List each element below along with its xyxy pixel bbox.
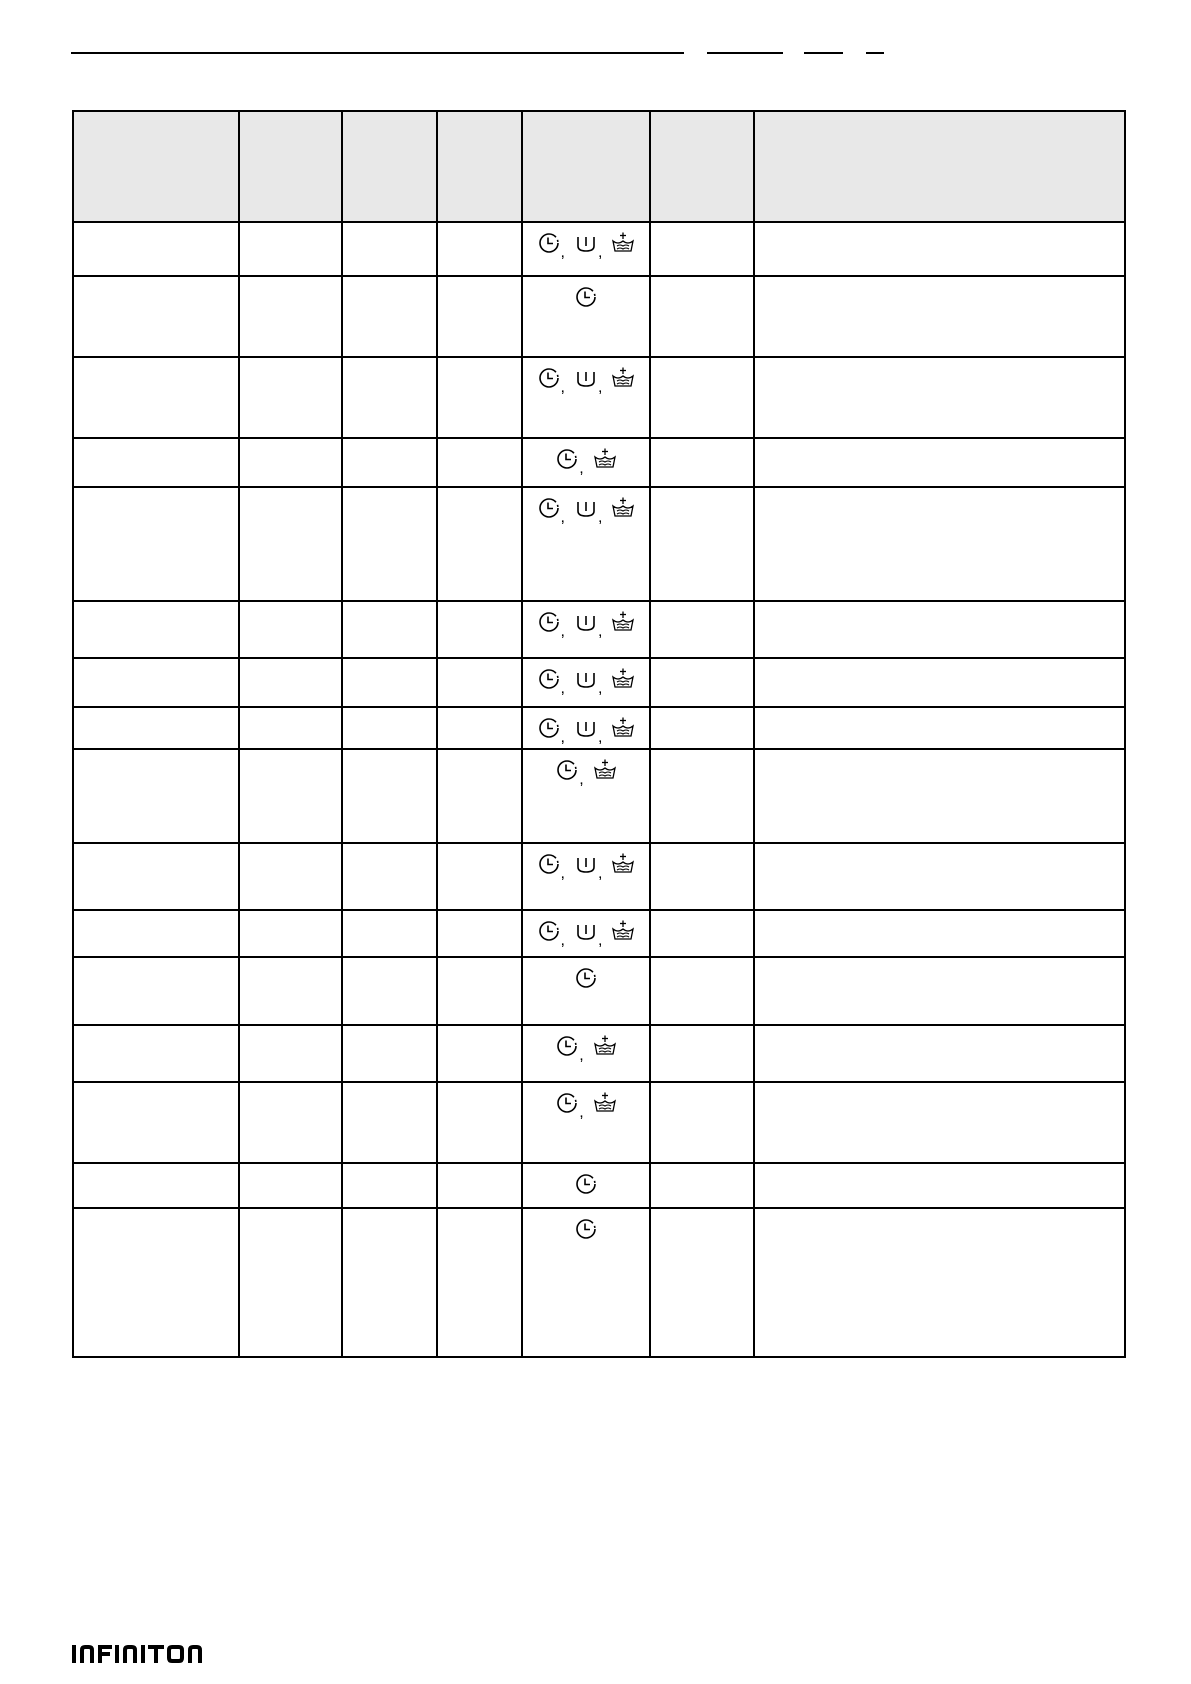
icon-separator: , [560, 244, 565, 261]
options-icon-group [537, 610, 636, 640]
table-row [73, 957, 1125, 1025]
table-cell [754, 1208, 1125, 1357]
table-cell [342, 438, 437, 487]
table-row [73, 707, 1125, 749]
prewash-icon [574, 667, 598, 691]
icon-separator: , [560, 865, 565, 882]
table-cell [73, 222, 239, 276]
table-cell [754, 1025, 1125, 1082]
table-cell [342, 707, 437, 749]
table-cell [754, 357, 1125, 438]
header-cell [754, 111, 1125, 222]
timer-icon [555, 1034, 579, 1058]
icon-separator: , [598, 865, 603, 882]
options-icon-group [555, 447, 616, 477]
table-cell [437, 1208, 522, 1357]
infiniton-logo [72, 1643, 210, 1665]
options-icon-group [574, 285, 598, 309]
table-cell [754, 222, 1125, 276]
icon-separator: , [560, 680, 565, 697]
prewash-icon [574, 231, 598, 255]
table-cell [239, 957, 342, 1025]
table-row [73, 749, 1125, 843]
timer-icon [555, 758, 579, 782]
table-cell [754, 438, 1125, 487]
intensive-icon [611, 667, 635, 691]
options-icons-cell [522, 843, 650, 910]
table-cell [650, 1025, 754, 1082]
table-cell [239, 910, 342, 957]
table-cell [754, 749, 1125, 843]
options-icons-cell [522, 749, 650, 843]
table-cell [437, 601, 522, 658]
table-cell [754, 707, 1125, 749]
header-rule-main [71, 52, 684, 54]
intensive-icon [593, 447, 617, 471]
header-cell [437, 111, 522, 222]
header-rule-3 [804, 52, 843, 54]
timer-icon [574, 966, 598, 990]
timer-icon [537, 919, 561, 943]
table-cell [239, 357, 342, 438]
icon-separator: , [598, 729, 603, 746]
table-cell [437, 357, 522, 438]
options-icon-group [537, 231, 636, 261]
options-icons-cell [522, 222, 650, 276]
table-cell [239, 1208, 342, 1357]
table-cell [650, 749, 754, 843]
options-icons-cell [522, 707, 650, 749]
table-row [73, 1163, 1125, 1208]
timer-icon [574, 285, 598, 309]
table-cell [239, 276, 342, 357]
table-cell [650, 357, 754, 438]
table-cell [342, 487, 437, 601]
table-row [73, 1082, 1125, 1163]
table-cell [754, 601, 1125, 658]
prewash-icon [574, 496, 598, 520]
table-cell [73, 1025, 239, 1082]
table-cell [73, 1082, 239, 1163]
options-icons-cell [522, 357, 650, 438]
table-row [73, 222, 1125, 276]
table-cell [650, 222, 754, 276]
options-icon-group [537, 366, 636, 396]
table-cell [437, 707, 522, 749]
table-cell [342, 1025, 437, 1082]
options-icon-group [574, 1217, 598, 1241]
timer-icon [537, 610, 561, 634]
table-cell [73, 707, 239, 749]
table-cell [650, 910, 754, 957]
intensive-icon [611, 366, 635, 390]
table-cell [73, 438, 239, 487]
table-cell [342, 910, 437, 957]
intensive-icon [611, 919, 635, 943]
table-row [73, 601, 1125, 658]
icon-separator: , [598, 379, 603, 396]
table-cell [437, 658, 522, 707]
intensive-icon [611, 852, 635, 876]
table-cell [754, 487, 1125, 601]
options-icons-cell [522, 276, 650, 357]
icon-separator: , [598, 623, 603, 640]
options-icons-cell [522, 1208, 650, 1357]
options-icons-cell [522, 658, 650, 707]
table-cell [650, 1082, 754, 1163]
icon-separator: , [579, 1104, 584, 1121]
options-icons-cell [522, 910, 650, 957]
table-cell [342, 1208, 437, 1357]
timer-icon [555, 447, 579, 471]
icon-separator: , [560, 932, 565, 949]
icon-separator: , [560, 623, 565, 640]
table-cell [342, 658, 437, 707]
table-cell [754, 843, 1125, 910]
table-cell [342, 276, 437, 357]
icon-separator: , [560, 379, 565, 396]
timer-icon [537, 496, 561, 520]
table-cell [650, 601, 754, 658]
table-cell [239, 1025, 342, 1082]
timer-icon [555, 1091, 579, 1115]
table-cell [73, 749, 239, 843]
header-cell [650, 111, 754, 222]
table-row [73, 1025, 1125, 1082]
table-cell [73, 276, 239, 357]
intensive-icon [611, 496, 635, 520]
prewash-icon [574, 852, 598, 876]
table-cell [239, 601, 342, 658]
header-rule-2 [707, 52, 783, 54]
table-cell [650, 658, 754, 707]
intensive-icon [611, 716, 635, 740]
table-cell [73, 487, 239, 601]
table-cell [650, 438, 754, 487]
timer-icon [537, 667, 561, 691]
intensive-icon [593, 758, 617, 782]
table-cell [239, 658, 342, 707]
table-cell [437, 843, 522, 910]
prewash-icon [574, 716, 598, 740]
options-icons-cell [522, 487, 650, 601]
table-cell [239, 1163, 342, 1208]
intensive-icon [593, 1034, 617, 1058]
options-icons-cell [522, 957, 650, 1025]
table-cell [754, 910, 1125, 957]
table-row [73, 487, 1125, 601]
header-rule-4 [866, 52, 884, 54]
table-cell [342, 843, 437, 910]
icon-separator: , [579, 1047, 584, 1064]
table-row [73, 910, 1125, 957]
table-cell [73, 1208, 239, 1357]
icon-separator: , [560, 729, 565, 746]
table-cell [437, 1082, 522, 1163]
icon-separator: , [579, 460, 584, 477]
table-cell [342, 749, 437, 843]
table-cell [239, 222, 342, 276]
table-cell [437, 749, 522, 843]
table-cell [342, 222, 437, 276]
table-row [73, 357, 1125, 438]
table-cell [239, 1082, 342, 1163]
table-row [73, 276, 1125, 357]
options-icons-cell [522, 438, 650, 487]
table-cell [239, 843, 342, 910]
table-cell [650, 487, 754, 601]
options-icons-cell [522, 1082, 650, 1163]
header-cell [522, 111, 650, 222]
table-cell [73, 1163, 239, 1208]
table-cell [342, 957, 437, 1025]
table-cell [754, 957, 1125, 1025]
options-icon-group [537, 716, 636, 746]
table-cell [437, 1163, 522, 1208]
prewash-icon [574, 919, 598, 943]
intensive-icon [611, 231, 635, 255]
options-icon-group [555, 758, 616, 788]
table-cell [650, 276, 754, 357]
icon-separator: , [560, 509, 565, 526]
options-icons-cell [522, 1025, 650, 1082]
table-cell [437, 1025, 522, 1082]
options-icon-group [574, 1172, 598, 1196]
table-body [73, 222, 1125, 1357]
prewash-icon [574, 366, 598, 390]
table-cell [437, 222, 522, 276]
table-cell [239, 707, 342, 749]
options-icon-group [537, 667, 636, 697]
table-cell [73, 957, 239, 1025]
header-cell [342, 111, 437, 222]
timer-icon [574, 1172, 598, 1196]
program-options-table [72, 110, 1126, 1358]
table-header-row [73, 111, 1125, 222]
options-icon-group [555, 1034, 616, 1064]
table-row [73, 1208, 1125, 1357]
table-cell [650, 843, 754, 910]
table-cell [437, 487, 522, 601]
options-icon-group [555, 1091, 616, 1121]
table-cell [73, 357, 239, 438]
timer-icon [537, 366, 561, 390]
intensive-icon [611, 610, 635, 634]
table-cell [650, 707, 754, 749]
table-cell [342, 601, 437, 658]
table-cell [239, 438, 342, 487]
options-icon-group [537, 919, 636, 949]
table-cell [73, 658, 239, 707]
table-cell [239, 487, 342, 601]
table-cell [73, 601, 239, 658]
table-cell [239, 749, 342, 843]
options-icons-cell [522, 601, 650, 658]
table-cell [650, 957, 754, 1025]
table-cell [754, 658, 1125, 707]
options-icon-group [537, 496, 636, 526]
table-row [73, 843, 1125, 910]
table-cell [342, 1082, 437, 1163]
header-cell [239, 111, 342, 222]
options-icon-group [574, 966, 598, 990]
icon-separator: , [579, 771, 584, 788]
table-cell [754, 276, 1125, 357]
table-cell [754, 1163, 1125, 1208]
table-cell [437, 276, 522, 357]
header-cell [73, 111, 239, 222]
table-cell [342, 357, 437, 438]
table-cell [73, 910, 239, 957]
timer-icon [537, 231, 561, 255]
timer-icon [537, 852, 561, 876]
table-row [73, 438, 1125, 487]
icon-separator: , [598, 932, 603, 949]
icon-separator: , [598, 509, 603, 526]
table-cell [73, 843, 239, 910]
intensive-icon [593, 1091, 617, 1115]
table-cell [650, 1163, 754, 1208]
options-icons-cell [522, 1163, 650, 1208]
table-cell [437, 910, 522, 957]
icon-separator: , [598, 244, 603, 261]
prewash-icon [574, 610, 598, 634]
table-cell [437, 438, 522, 487]
table-cell [342, 1163, 437, 1208]
timer-icon [537, 716, 561, 740]
table-cell [650, 1208, 754, 1357]
table-cell [437, 957, 522, 1025]
icon-separator: , [598, 680, 603, 697]
timer-icon [574, 1217, 598, 1241]
table-cell [754, 1082, 1125, 1163]
options-icon-group [537, 852, 636, 882]
table-row [73, 658, 1125, 707]
